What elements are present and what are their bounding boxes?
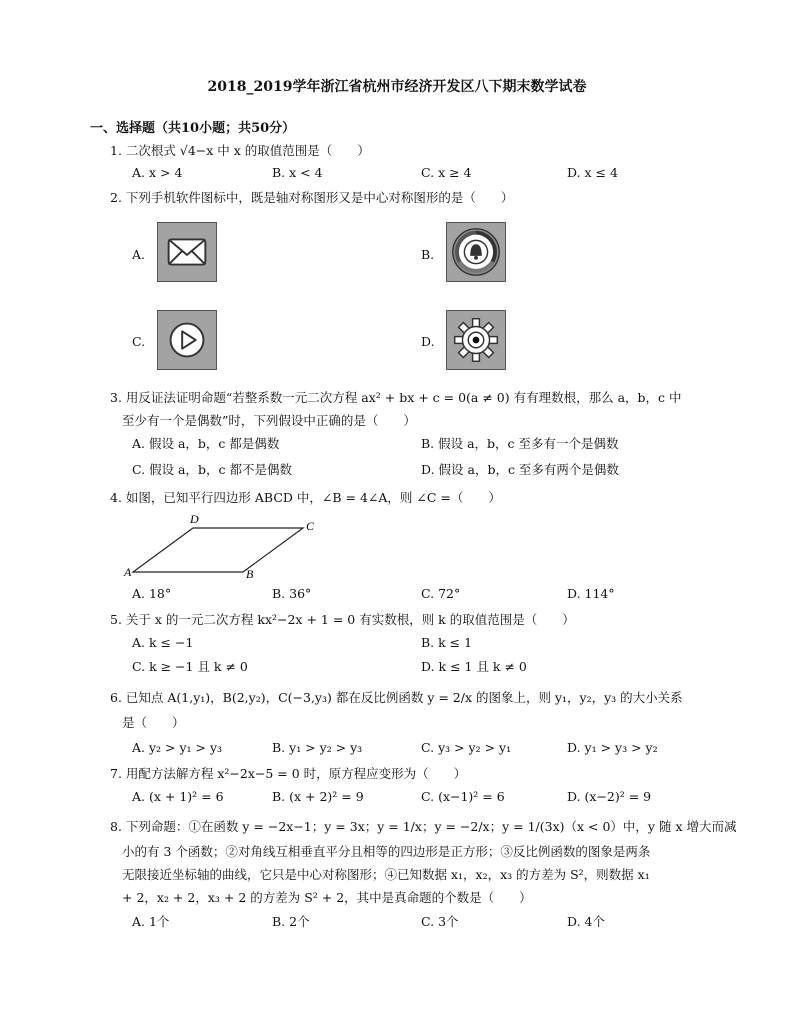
- q5-option-b: B. k ≤ 1: [421, 635, 473, 650]
- question-3-stem-line2: 至少有一个是偶数”时，下列假设中正确的是（ ）: [122, 413, 416, 428]
- q5-option-d: D. k ≤ 1 且 k ≠ 0: [421, 659, 527, 674]
- section-title: 一、选择题（共10小题；共50分）: [90, 121, 296, 136]
- question-3-stem-line1: 3. 用反证法证明命题“若整系数一元二次方程 ax² + bx + c = 0(a ≠ 0) 有有理数根，那么 a，b，c 中: [110, 390, 682, 405]
- q6-option-c: C. y₃ > y₂ > y₁: [421, 740, 512, 755]
- q2-label-d: D.: [421, 334, 435, 349]
- question-1-stem: 1. 二次根式 √4−x 中 x 的取值范围是（ ）: [110, 143, 370, 158]
- parallelogram-figure: [118, 510, 328, 582]
- q1-option-b: B. x < 4: [272, 165, 323, 180]
- question-6-stem-line2: 是（ ）: [122, 715, 185, 730]
- question-8-stem-line4: + 2，x₂ + 2，x₃ + 2 的方差为 S² + 2，其中是真命题的个数是（ ）: [122, 890, 532, 905]
- envelope-icon: [157, 222, 217, 282]
- question-6-stem-line1: 6. 已知点 A(1,y₁)，B(2,y₂)，C(−3,y₃) 都在反比例函数 y = 2/x 的图象上，则 y₁，y₂，y₃ 的大小关系: [110, 690, 683, 705]
- q1-option-d: D. x ≤ 4: [567, 165, 618, 180]
- q7-option-a: A. (x + 1)² = 6: [132, 789, 224, 804]
- q2-label-a: A.: [132, 247, 146, 262]
- vertex-label-b: B: [246, 567, 254, 581]
- question-8-stem-line1: 8. 下列命题：①在函数 y = −2x−1；y = 3x；y = 1/x；y = −2/x；y = 1/(3x)（x < 0）中，y 随 x 增大而减: [110, 819, 737, 834]
- vertex-label-d: D: [190, 512, 199, 526]
- q7-option-d: D. (x−2)² = 9: [567, 789, 652, 804]
- q8-option-c: C. 3个: [421, 914, 459, 929]
- q3-option-a: A. 假设 a，b，c 都是偶数: [132, 436, 280, 451]
- q2-label-b: B.: [421, 247, 435, 262]
- q2-label-c: C.: [132, 334, 146, 349]
- q1-option-c: C. x ≥ 4: [421, 165, 472, 180]
- q4-option-b: B. 36°: [272, 586, 312, 601]
- q3-option-b: B. 假设 a，b，c 至多有一个是偶数: [421, 436, 619, 451]
- vertex-label-a: A: [124, 565, 132, 579]
- q4-option-d: D. 114°: [567, 586, 615, 601]
- q5-option-c: C. k ≥ −1 且 k ≠ 0: [132, 659, 248, 674]
- question-8-stem-line3: 无限接近坐标轴的曲线，它只是中心对称图形；④已知数据 x₁，x₂，x₃ 的方差为 S²，则数据 x₁: [122, 867, 650, 882]
- q4-option-c: C. 72°: [421, 586, 461, 601]
- play-icon: [157, 310, 217, 370]
- question-5-stem: 5. 关于 x 的一元二次方程 kx²−2x + 1 = 0 有实数根，则 k 的取值范围是（ ）: [110, 612, 575, 627]
- q6-option-b: B. y₁ > y₂ > y₃: [272, 740, 363, 755]
- q7-option-c: C. (x−1)² = 6: [421, 789, 505, 804]
- q8-option-b: B. 2个: [272, 914, 310, 929]
- q6-option-d: D. y₁ > y₃ > y₂: [567, 740, 658, 755]
- gear-icon: [446, 310, 506, 370]
- q6-option-a: A. y₂ > y₁ > y₃: [132, 740, 223, 755]
- question-7-stem: 7. 用配方法解方程 x²−2x−5 = 0 时，原方程应变形为（ ）: [110, 766, 467, 781]
- question-2-stem: 2. 下列手机软件图标中，既是轴对称图形又是中心对称图形的是（ ）: [110, 190, 514, 205]
- page-title: 2018_2019学年浙江省杭州市经济开发区八下期末数学试卷: [207, 79, 587, 95]
- vertex-label-c: C: [306, 519, 315, 533]
- q3-option-d: D. 假设 a，b，c 至多有两个是偶数: [421, 462, 619, 477]
- question-4-stem: 4. 如图，已知平行四边形 ABCD 中，∠B = 4∠A，则 ∠C =（ ）: [110, 490, 501, 505]
- q5-option-a: A. k ≤ −1: [132, 635, 194, 650]
- q7-option-b: B. (x + 2)² = 9: [272, 789, 364, 804]
- q8-option-d: D. 4个: [567, 914, 605, 929]
- q8-option-a: A. 1个: [132, 914, 170, 929]
- q4-option-a: A. 18°: [132, 586, 172, 601]
- q1-option-a: A. x > 4: [132, 165, 183, 180]
- q3-option-c: C. 假设 a，b，c 都不是偶数: [132, 462, 292, 477]
- shield-bell-icon: [446, 222, 506, 282]
- question-8-stem-line2: 小的有 3 个函数；②对角线互相垂直平分且相等的四边形是正方形；③反比例函数的图象是两条: [122, 844, 651, 859]
